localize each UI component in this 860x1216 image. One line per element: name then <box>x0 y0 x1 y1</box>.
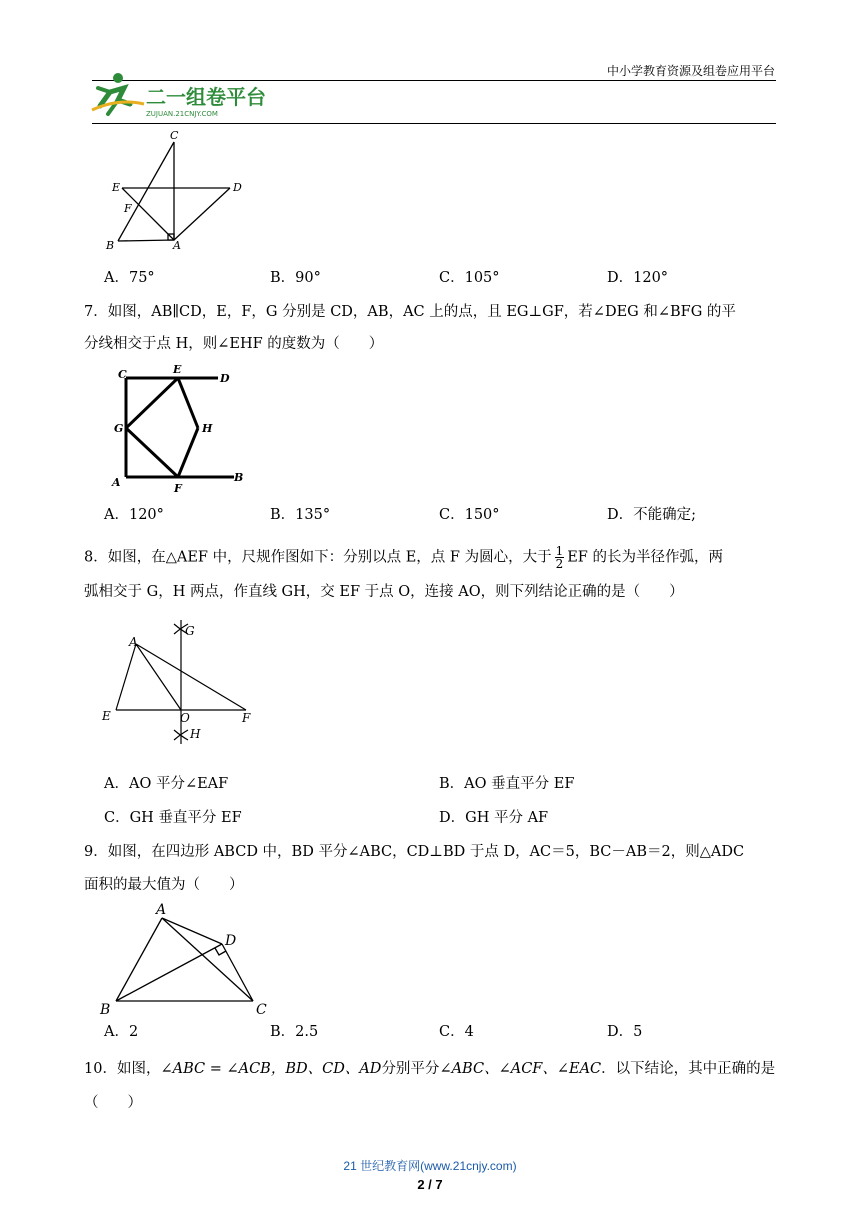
q8-label-o: O <box>180 711 190 725</box>
logo-subtext: ZUJUAN.21CNJY.COM <box>146 110 218 118</box>
q7-option-b: B．135° <box>270 507 331 523</box>
q9-label-a: A <box>156 902 167 918</box>
q9-label-b: B <box>100 1002 111 1018</box>
q8-option-a: A．AO 平分∠EAF <box>104 776 229 792</box>
q10-math2: ∠ABC、∠ACF、∠EAC <box>439 1061 602 1077</box>
q9-option-a: A．2 <box>104 1024 139 1040</box>
q8-text-line2: 弧相交于 G，H 两点，作直线 GH，交 EF 于点 O，连接 AO，则下列结论正确的是（ ） <box>84 584 684 600</box>
q8-label-a: A <box>129 635 138 649</box>
q7-label-h: H <box>202 422 213 435</box>
q6-option-d: D．120° <box>607 270 669 286</box>
q8-text-line1-post: EF 的长为半径作弧，两 <box>567 549 723 566</box>
q7-option-d: D．不能确定; <box>607 507 697 523</box>
q7-label-g: G <box>114 422 124 435</box>
q9-option-d: D．5 <box>607 1024 643 1040</box>
q7-text-line2: 分线相交于点 H，则∠EHF 的度数为（ ） <box>84 336 384 352</box>
footer-source-link[interactable]: 21 世纪教育网(www.21cnjy.com) <box>343 1159 517 1173</box>
q9-label-c: C <box>256 1002 267 1018</box>
footer-page-number: 2 / 7 <box>417 1177 443 1192</box>
q6-option-a: A．75° <box>104 270 155 286</box>
q6-option-b: B．90° <box>270 270 321 286</box>
q8-label-e: E <box>102 709 111 723</box>
q8-frac-den: 2 <box>555 557 564 571</box>
q8-text-line1 <box>84 545 723 570</box>
q8-option-d: D．GH 平分 AF <box>439 810 549 826</box>
q8-figure <box>98 614 268 748</box>
q9-text-line1: 9．如图，在四边形 ABCD 中，BD 平分∠ABC，CD⊥BD 于点 D，AC＝5，BC－AB＝2，则△ADC <box>84 844 745 860</box>
header-platform-text: 中小学教育资源及组卷应用平台 <box>606 64 775 78</box>
q6-label-e: E <box>112 181 121 194</box>
q6-label-f: F <box>124 202 132 215</box>
q7-label-a: A <box>112 476 121 489</box>
q6-figure <box>100 128 260 252</box>
q10-text-line2: （ ） <box>84 1095 142 1111</box>
q8-text-line1-pre: 8．如图，在△AEF 中，尺规作图如下：分别以点 E，点 F 为圆心，大于 <box>84 549 552 566</box>
q8-option-c: C．GH 垂直平分 EF <box>104 810 242 826</box>
q9-label-d: D <box>225 933 237 949</box>
q7-label-e: E <box>173 363 182 376</box>
q8-label-h: H <box>190 727 201 741</box>
q9-option-c: C．4 <box>439 1024 474 1040</box>
q7-label-b: B <box>234 471 244 484</box>
q6-label-c: C <box>170 129 179 142</box>
q9-option-b: B．2.5 <box>270 1024 319 1040</box>
q7-label-c: C <box>118 368 127 381</box>
q7-option-a: A．120° <box>104 507 164 523</box>
q6-label-d: D <box>233 181 242 194</box>
q7-label-f: F <box>174 482 182 494</box>
q7-option-c: C．150° <box>439 507 500 523</box>
q9-text-line2: 面积的最大值为（ ） <box>84 877 244 893</box>
site-logo <box>88 70 288 122</box>
q7-figure <box>106 362 256 494</box>
q8-fraction <box>555 545 565 570</box>
q8-label-f: F <box>242 711 251 725</box>
q7-text-line1: 7．如图，AB∥CD，E，F，G 分别是 CD，AB，AC 上的点，且 EG⊥GF，若∠DEG 和∠BFG 的平 <box>84 304 736 320</box>
q7-label-d: D <box>220 372 230 385</box>
q6-label-b: B <box>106 239 115 252</box>
q10-pre: 10．如图， <box>84 1061 161 1077</box>
q10-mid: 分别平分 <box>381 1061 440 1077</box>
header-rule-bottom <box>92 123 776 124</box>
q10-text-line1 <box>84 1059 775 1079</box>
q9-figure <box>98 900 278 1018</box>
q6-option-c: C．105° <box>439 270 500 286</box>
q8-option-b: B．AO 垂直平分 EF <box>439 776 575 792</box>
q8-frac-num: 1 <box>555 544 564 558</box>
q6-label-a: A <box>173 239 181 252</box>
q8-label-g: G <box>185 624 195 638</box>
logo-text: 二一组卷平台 <box>146 85 266 109</box>
q10-math1: ∠ABC = ∠ACB，BD、CD、AD <box>160 1061 382 1077</box>
q10-post: ．以下结论，其中正确的是 <box>601 1061 776 1077</box>
